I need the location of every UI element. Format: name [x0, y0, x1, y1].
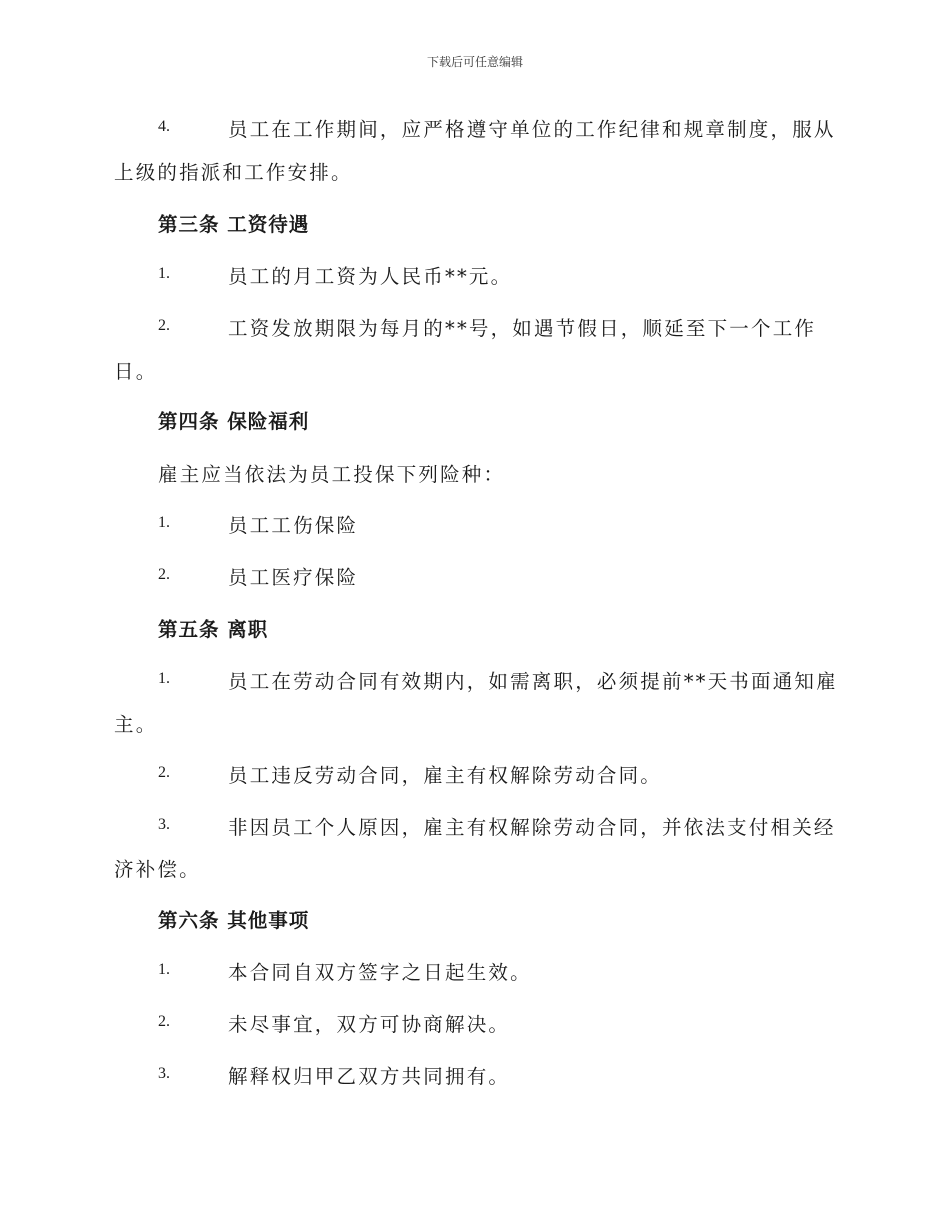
section-heading: 第六条 其他事项 [158, 909, 310, 932]
list-number: 2. [158, 1013, 170, 1030]
list-number: 3. [158, 1065, 170, 1082]
list-item-text: 工资发放期限为每月的**号，如遇节假日，顺延至下一个工作 [228, 317, 817, 340]
list-item-continuation: 日。 [114, 360, 158, 383]
list-number: 1. [158, 265, 170, 282]
list-item-text: 员工的月工资为人民币**元。 [228, 265, 513, 288]
list-item-text: 非因员工个人原因，雇主有权解除劳动合同，并依法支付相关经 [228, 816, 836, 839]
section-heading: 第四条 保险福利 [158, 410, 310, 433]
list-item-continuation: 上级的指派和工作安排。 [114, 161, 353, 184]
list-number: 2. [158, 764, 170, 781]
list-item-text: 员工医疗保险 [228, 566, 359, 589]
list-item-text: 员工在工作期间，应严格遵守单位的工作纪律和规章制度，服从 [228, 118, 836, 141]
list-number: 1. [158, 670, 170, 687]
list-number: 1. [158, 961, 170, 978]
list-item-text: 员工工伤保险 [228, 514, 359, 537]
list-number: 3. [158, 816, 170, 833]
list-item-text: 员工在劳动合同有效期内，如需离职，必须提前**天书面通知雇 [228, 670, 838, 693]
list-item-text: 未尽事宜，双方可协商解决。 [228, 1013, 511, 1036]
list-item-text: 本合同自双方签字之日起生效。 [228, 961, 532, 984]
list-number: 4. [158, 118, 170, 135]
list-item-text: 解释权归甲乙双方共同拥有。 [228, 1065, 511, 1088]
list-item-continuation: 主。 [114, 713, 158, 736]
page-header: 下载后可任意编辑 [426, 55, 523, 69]
list-number: 2. [158, 566, 170, 583]
section-heading: 第三条 工资待遇 [158, 213, 310, 236]
list-item-text: 员工违反劳动合同，雇主有权解除劳动合同。 [228, 764, 663, 787]
list-number: 1. [158, 514, 170, 531]
paragraph: 雇主应当依法为员工投保下列险种： [158, 463, 506, 486]
list-item-continuation: 济补偿。 [114, 858, 201, 881]
section-heading: 第五条 离职 [158, 618, 269, 641]
list-number: 2. [158, 317, 170, 334]
